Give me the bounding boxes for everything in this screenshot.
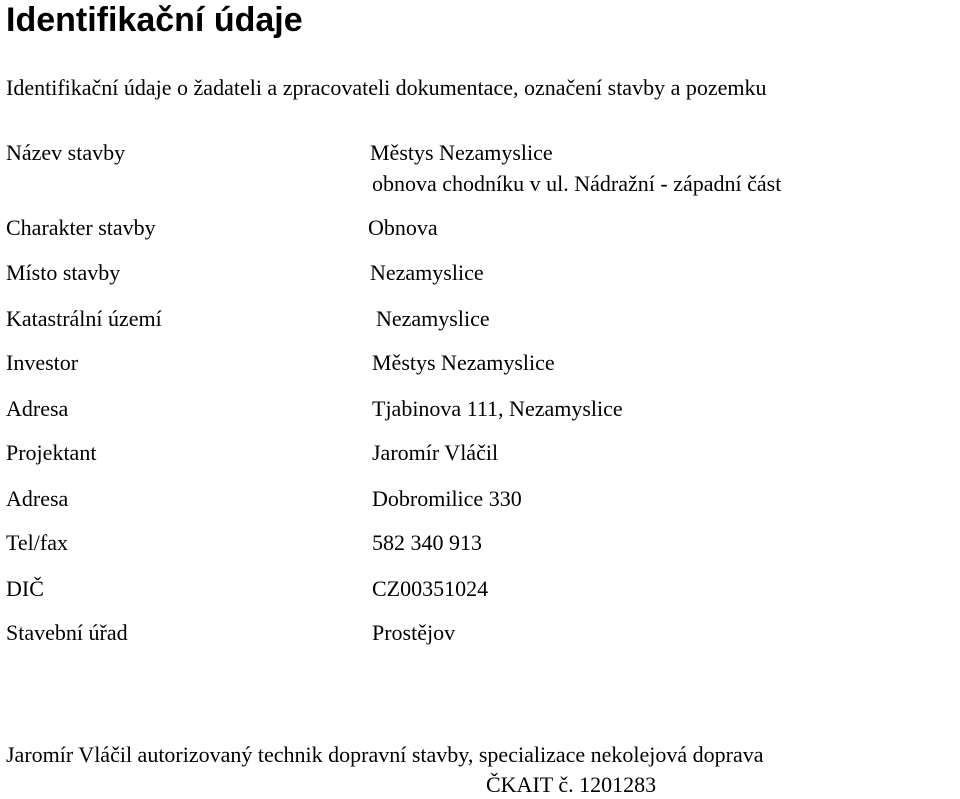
field-value-investor: Městys Nezamyslice — [372, 350, 555, 375]
field-label-adresa-investor: Adresa — [6, 396, 69, 421]
page-title: Identifikační údaje — [6, 1, 303, 39]
field-label-tel-fax: Tel/fax — [6, 530, 68, 555]
footer-registration: ČKAIT č. 1201283 — [486, 772, 657, 797]
field-value-tel-fax: 582 340 913 — [372, 530, 482, 555]
field-label-adresa-projektant: Adresa — [6, 486, 69, 511]
field-label-investor: Investor — [6, 350, 79, 375]
field-value-dic: CZ00351024 — [372, 576, 489, 601]
field-value-misto-stavby: Nezamyslice — [370, 260, 484, 285]
field-label-nazev-stavby: Název stavby — [6, 140, 126, 165]
field-label-stavebni-urad: Stavební úřad — [6, 620, 128, 645]
field-label-misto-stavby: Místo stavby — [6, 260, 121, 285]
field-value-nazev-stavby: Městys Nezamyslice — [370, 140, 553, 165]
field-value-nazev-stavby-line2: obnova chodníku v ul. Nádražní - západní část — [372, 171, 782, 196]
footer-author: Jaromír Vláčil autorizovaný technik dopravní stavby, specializace nekolejová doprava — [6, 742, 764, 767]
field-label-katastralni-uzemi: Katastrální území — [6, 306, 162, 331]
section-subtitle: Identifikační údaje o žadateli a zpracovateli dokumentace, označení stavby a pozemku — [6, 75, 767, 100]
field-value-adresa-projektant: Dobromilice 330 — [372, 486, 522, 511]
field-value-projektant: Jaromír Vláčil — [372, 440, 499, 465]
field-value-adresa-investor: Tjabinova 111, Nezamyslice — [372, 396, 623, 421]
field-value-katastralni-uzemi: Nezamyslice — [376, 306, 490, 331]
field-label-charakter-stavby: Charakter stavby — [6, 215, 156, 240]
field-label-dic: DIČ — [6, 576, 44, 601]
field-value-charakter-stavby: Obnova — [368, 215, 438, 240]
field-value-stavebni-urad: Prostějov — [372, 620, 456, 645]
field-label-projektant: Projektant — [6, 440, 97, 465]
